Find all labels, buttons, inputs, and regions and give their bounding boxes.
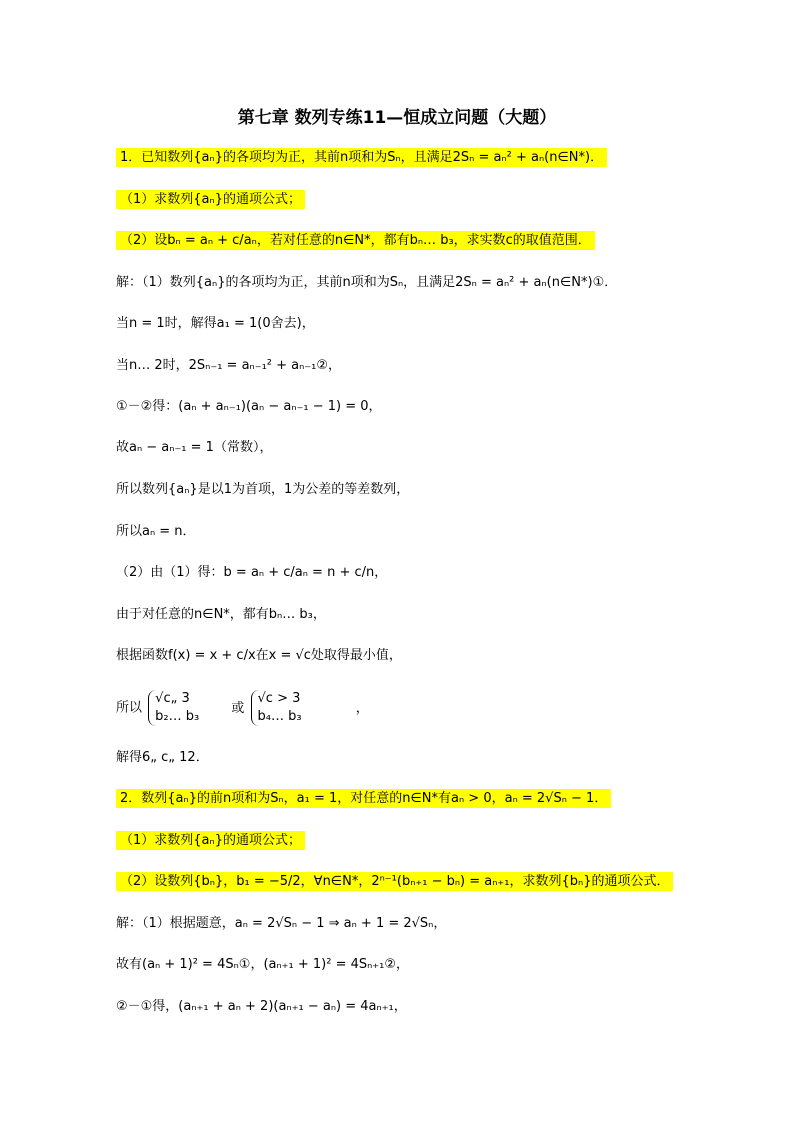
solution-1-system-line: 所以 √c„ 3 b₂… b₃ 或 √c > 3 b₄… b₃ ， bbox=[116, 691, 369, 724]
problem-1-statement: 1．已知数列{aₙ}的各项均为正，其前n项和为Sₙ，且满足2Sₙ = aₙ² + aₙ(n∈N*)． bbox=[116, 148, 607, 168]
solution-1-line-9: 由于对任意的n∈N*，都有bₙ… b₃， bbox=[116, 607, 326, 622]
solution-1-line-7: 所以aₙ = n． bbox=[116, 524, 196, 539]
solution-1-line-6: 所以数列{aₙ}是以1为首项，1为公差的等差数列， bbox=[116, 482, 410, 497]
problem-2-part-1: （1）求数列{aₙ}的通项公式； bbox=[116, 831, 305, 851]
problem-2-statement: 2．数列{aₙ}的前n项和为Sₙ，a₁ = 1，对任意的n∈N*有aₙ > 0，aₙ = 2√Sₙ − 1． bbox=[116, 789, 611, 809]
problem-1-part-1: （1）求数列{aₙ}的通项公式； bbox=[116, 190, 305, 210]
system-of-inequalities-2: √c > 3 b₄… b₃ bbox=[251, 690, 302, 726]
or-word: 或 bbox=[231, 700, 245, 716]
solution-1-line-5: 故aₙ − aₙ₋₁ = 1（常数）， bbox=[116, 440, 273, 455]
solution-2-line-2: 故有(aₙ + 1)² = 4Sₙ①，(aₙ₊₁ + 1)² = 4Sₙ₊₁②， bbox=[116, 957, 410, 972]
solution-2-line-3: ②－①得，(aₙ₊₁ + aₙ + 2)(aₙ₊₁ − aₙ) = 4aₙ₊₁， bbox=[116, 999, 407, 1014]
trailing-comma: ， bbox=[355, 700, 369, 716]
solution-1-line-1: 解：（1）数列{aₙ}的各项均为正，其前n项和为Sₙ，且满足2Sₙ = aₙ² + aₙ(n∈N*)①． bbox=[116, 275, 618, 290]
solution-2-line-1: 解：（1）根据题意，aₙ = 2√Sₙ − 1 ⇒ aₙ + 1 = 2√Sₙ， bbox=[116, 916, 447, 931]
solution-1-line-11: 解得6„ c„ 12． bbox=[116, 750, 209, 765]
solution-1-line-8: （2）由（1）得：b = aₙ + c/aₙ = n + c/n， bbox=[116, 565, 388, 580]
problem-1-part-2: （2）设bₙ = aₙ + c/aₙ，若对任意的n∈N*，都有bₙ… b₃，求实数c的取值范围． bbox=[116, 231, 595, 251]
system-of-inequalities-1: √c„ 3 b₂… b₃ bbox=[148, 690, 199, 726]
solution-1-line-3: 当n… 2时，2Sₙ₋₁ = aₙ₋₁² + aₙ₋₁②， bbox=[116, 358, 342, 373]
solution-1-line-2: 当n = 1时，解得a₁ = 1(0舍去)， bbox=[116, 316, 315, 331]
solution-1-line-4: ①－②得：(aₙ + aₙ₋₁)(aₙ − aₙ₋₁ − 1) = 0， bbox=[116, 399, 382, 414]
problem-2-part-2: （2）设数列{bₙ}，b₁ = −5/2，∀n∈N*，2ⁿ⁻¹(bₙ₊₁ − bₙ) = aₙ₊₁，求数列{bₙ}的通项公式． bbox=[116, 872, 673, 892]
solution-1-line-10: 根据函数f(x) = x + c/x在x = √c处取得最小值， bbox=[116, 648, 402, 663]
page-title: 第七章 数列专练11—恒成立问题（大题） bbox=[237, 108, 557, 128]
